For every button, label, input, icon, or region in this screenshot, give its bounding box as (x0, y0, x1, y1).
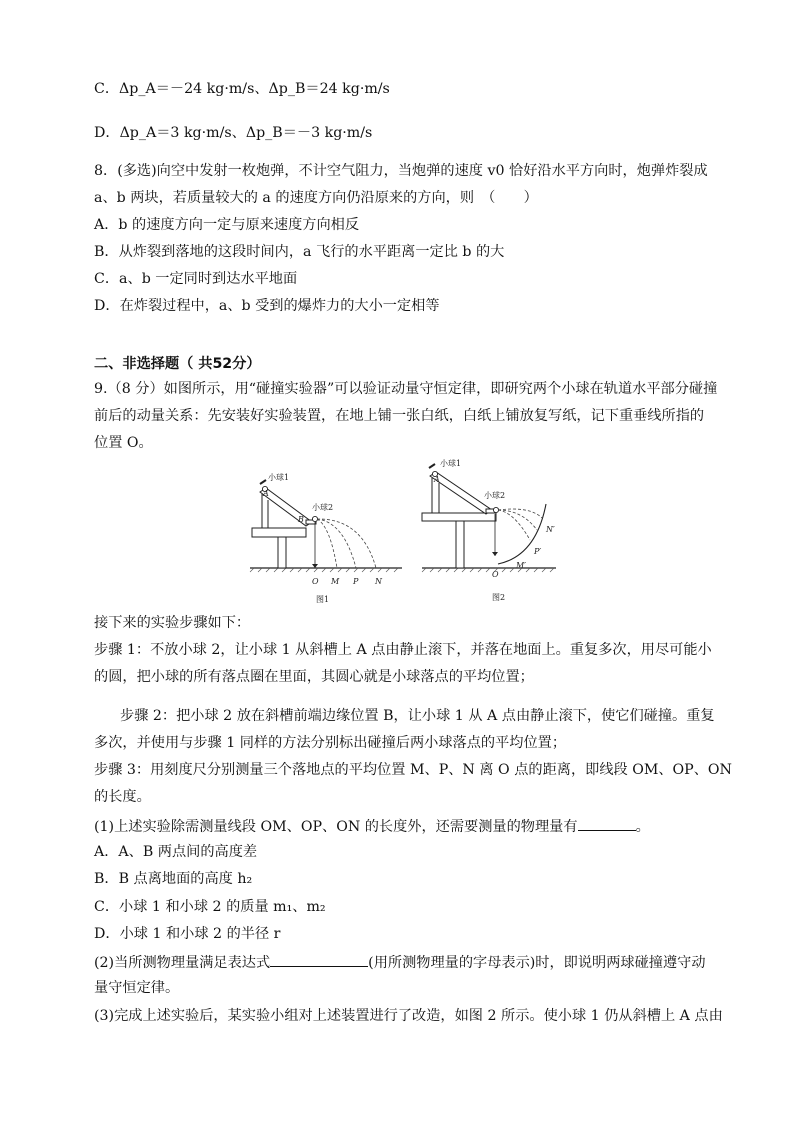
fig1-label-N: N (375, 577, 382, 586)
fig2-caption: 图2 (492, 593, 506, 602)
option-d-q7: D．Δp_A＝3 kg·m/s、Δp_B＝－3 kg·m/s (94, 125, 373, 141)
part1-option-a: A．A、B 两点间的高度差 (94, 844, 258, 860)
step2-line2: 多次，并使用与步骤 1 同样的方法分别标出碰撞后两小球落点的平均位置； (94, 735, 567, 751)
q9-stem-line1: 9.（8 分）如图所示，用“碰撞实验器”可以验证动量守恒定律，即研究两个小球在轨道水平部分碰撞 (94, 381, 718, 397)
fig2-label-A: A (434, 475, 440, 484)
fig1-label-B: B (298, 515, 304, 524)
q8-option-a: A．b 的速度方向一定与原来速度方向相反 (94, 217, 360, 233)
fig2-label-O: O (492, 570, 499, 579)
part1-end: 。 (635, 819, 650, 835)
fig1-label-M: M (331, 577, 340, 586)
part3-line1: (3)完成上述实验后，某实验小组对上述装置进行了改造，如图 2 所示。使小球 1 仍从斜槽上 A 点由 (94, 1008, 723, 1024)
steps-intro: 接下来的实验步骤如下： (94, 615, 251, 631)
part2-text-cont: (用所测物理量的字母表示)时，即说明两球碰撞遵守动 (368, 955, 706, 971)
step3-line1: 步骤 3：用刻度尺分别测量三个落地点的平均位置 M、P、N 离 O 点的距离，即线段 OM、OP、ON (94, 762, 732, 778)
part1-question (94, 816, 650, 836)
part1-answer-blank[interactable] (578, 816, 636, 831)
step3-line2: 的长度。 (94, 789, 151, 805)
figure-1 (250, 472, 402, 604)
q9-stem-line3: 位置 O。 (94, 435, 153, 451)
fig2-label-P: P′ (534, 547, 542, 556)
fig1-label-O: O (312, 577, 319, 586)
section-heading: 二、非选择题（ 共52分） (94, 356, 261, 372)
part1-text: (1)上述实验除需测量线段 OM、OP、ON 的长度外，还需要测量的物理量有 (94, 819, 578, 835)
fig2-label-M: M′ (516, 561, 527, 570)
option-c-q7: C．Δp_A＝－24 kg·m/s、Δp_B＝24 kg·m/s (94, 81, 390, 97)
part1-option-b: B．B 点离地面的高度 h₂ (94, 871, 253, 887)
fig2-label-ball2: 小球2 (484, 491, 506, 500)
q8-stem-line2: a、b 两块，若质量较大的 a 的速度方向仍沿原来的方向，则 （ ） (94, 190, 538, 206)
fig1-label-ball2: 小球2 (312, 503, 334, 512)
part1-option-c: C．小球 1 和小球 2 的质量 m₁、m₂ (94, 899, 326, 915)
step1-line2: 的圆，把小球的所有落点圈在里面，其圆心就是小球落点的平均位置； (94, 669, 534, 685)
figure-2 (422, 458, 556, 602)
step1-line1: 步骤 1：不放小球 2，让小球 1 从斜槽上 A 点由静止滚下，并落在地面上。重复多次，用尽可能小 (94, 642, 712, 658)
q8-option-d: D．在炸裂过程中，a、b 受到的爆炸力的大小一定相等 (94, 298, 440, 314)
fig1-caption: 图1 (316, 595, 330, 604)
q9-stem-line2: 前后的动量关系：先安装好实验装置，在地上铺一张白纸，白纸上铺放复写纸，记下重垂线所指的 (94, 408, 705, 424)
part1-option-d: D．小球 1 和小球 2 的半径 r (94, 926, 281, 942)
q8-option-b: B．从炸裂到落地的这段时间内，a 飞行的水平距离一定比 b 的大 (94, 244, 505, 260)
q8-option-c: C．a、b 一定同时到达水平地面 (94, 271, 298, 287)
part2-answer-blank[interactable] (270, 952, 368, 967)
part2-line2: 量守恒定律。 (94, 980, 180, 996)
fig1-label-P: P (353, 577, 359, 586)
fig2-label-ball1: 小球1 (440, 459, 462, 468)
fig2-label-N: N′ (546, 525, 555, 534)
q8-stem-line1: 8．(多选)向空中发射一枚炮弹，不计空气阻力，当炮弹的速度 v0 恰好沿水平方向时，炮弹炸裂成 (94, 163, 708, 179)
fig1-label-ball1: 小球1 (268, 473, 290, 482)
experiment-figure (246, 456, 560, 612)
part2-question (94, 952, 706, 972)
step2-line1: 步骤 2：把小球 2 放在斜槽前端边缘位置 B，让小球 1 从 A 点由静止滚下，使它们碰撞。重复 (120, 708, 715, 724)
part2-text: (2)当所测物理量满足表达式 (94, 955, 271, 971)
fig1-label-A: A (263, 489, 269, 498)
